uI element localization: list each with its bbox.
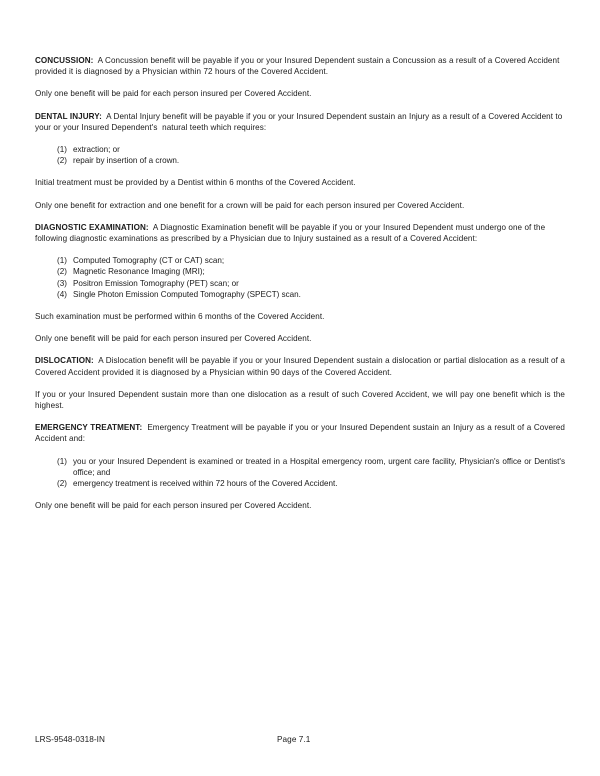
section-emergency-treatment-paragraph	[35, 422, 565, 444]
section-diagnostic-examination-note-1: Such examination must be performed within 6 months of the Covered Accident.	[35, 312, 325, 322]
list-item-text: repair by insertion of a crown.	[73, 156, 180, 166]
list-item	[35, 255, 565, 266]
list-item-text: Magnetic Resonance Imaging (MRI);	[73, 267, 205, 277]
section-dislocation-heading: DISLOCATION:	[35, 356, 94, 366]
list-item-text: extraction; or	[73, 145, 120, 155]
list-item-marker: (1)	[57, 145, 67, 155]
list-item-marker: (1)	[57, 456, 67, 466]
section-diagnostic-examination-list	[35, 255, 565, 300]
section-emergency-treatment-heading: EMERGENCY TREATMENT:	[35, 423, 143, 433]
section-dislocation-paragraph	[35, 355, 568, 377]
section-concussion-note: Only one benefit will be paid for each person insured per Covered Accident.	[35, 89, 312, 99]
list-item	[35, 456, 565, 478]
list-item-text: emergency treatment is received within 72 hours of the Covered Accident.	[73, 479, 338, 489]
section-dental-injury-heading: DENTAL INJURY:	[35, 111, 102, 121]
list-item	[35, 155, 565, 166]
list-item-marker: (2)	[57, 479, 67, 489]
list-item	[35, 278, 565, 289]
section-dental-injury-paragraph	[35, 111, 565, 133]
section-dental-injury-note-1: Initial treatment must be provided by a Dentist within 6 months of the Covered Accident.	[35, 178, 356, 188]
list-item-marker: (4)	[57, 289, 67, 299]
section-diagnostic-examination-note-2: Only one benefit will be paid for each person insured per Covered Accident.	[35, 334, 312, 344]
list-item	[35, 266, 565, 277]
page-footer	[35, 734, 565, 746]
section-dental-injury-body: A Dental Injury benefit will be payable if you or your Insured Dependent sustain an Injury as a result of a Covered Accident to your or your Insured Dependent's natural teeth which requires:	[35, 111, 565, 132]
list-item-text: Positron Emission Tomography (PET) scan; or	[73, 278, 239, 288]
section-diagnostic-examination-paragraph	[35, 222, 565, 244]
section-emergency-treatment-body: Emergency Treatment will be payable if you or your Insured Dependent sustain an Injury as a result of a Covered Accident and:	[35, 423, 567, 444]
section-dislocation-body: A Dislocation benefit will be payable if you or your Insured Dependent sustain a dislocation or partial dislocation as a result of a Covered Accident provided it is diagnosed by a Physician within 90 days of the Covered Accident.	[35, 356, 568, 377]
section-diagnostic-examination-body: A Diagnostic Examination benefit will be payable if you or your Insured Dependent must undergo one of the following diagnostic examinations as prescribed by a Physician due to Injury sustained as a result of a Covered Accident:	[35, 222, 548, 244]
footer-document-code: LRS-9548-0318-IN	[35, 735, 106, 744]
list-item-marker: (3)	[57, 278, 67, 288]
list-item-marker: (1)	[57, 256, 67, 266]
section-dental-injury-note-2: Only one benefit for extraction and one benefit for a crown will be paid for each person insured per Covered Accident.	[35, 200, 465, 210]
section-concussion-paragraph	[35, 55, 565, 77]
document-body	[35, 55, 568, 522]
list-item-marker: (2)	[57, 156, 67, 166]
section-concussion-heading: CONCUSSION:	[35, 56, 94, 65]
list-item-text: you or your Insured Dependent is examined or treated in a Hospital emergency room, urgent care facility, Physician's office or Dentist's office; and	[73, 456, 565, 477]
list-item	[35, 289, 565, 300]
section-dental-injury-list	[35, 144, 565, 166]
section-concussion-body: A Concussion benefit will be payable if you or your Insured Dependent sustain a Concussion as a result of a Covered Accident provided it is diagnosed by a Physician within 72 hours of the Covered Accident.	[35, 56, 562, 77]
list-item	[35, 144, 565, 155]
section-diagnostic-examination-heading: DIAGNOSTIC EXAMINATION:	[35, 222, 149, 232]
list-item	[35, 478, 565, 489]
footer-page-number: Page 7.1	[277, 735, 311, 744]
section-emergency-treatment-note: Only one benefit will be paid for each person insured per Covered Accident.	[35, 501, 312, 511]
list-item-marker: (2)	[57, 267, 67, 277]
list-item-text: Single Photon Emission Computed Tomography (SPECT) scan.	[73, 289, 301, 299]
section-emergency-treatment-list	[35, 456, 565, 490]
list-item-text: Computed Tomography (CT or CAT) scan;	[73, 256, 225, 266]
section-dislocation-note: If you or your Insured Dependent sustain more than one dislocation as a result of such Covered Accident, we will pay one benefit which is the highest.	[35, 389, 568, 411]
